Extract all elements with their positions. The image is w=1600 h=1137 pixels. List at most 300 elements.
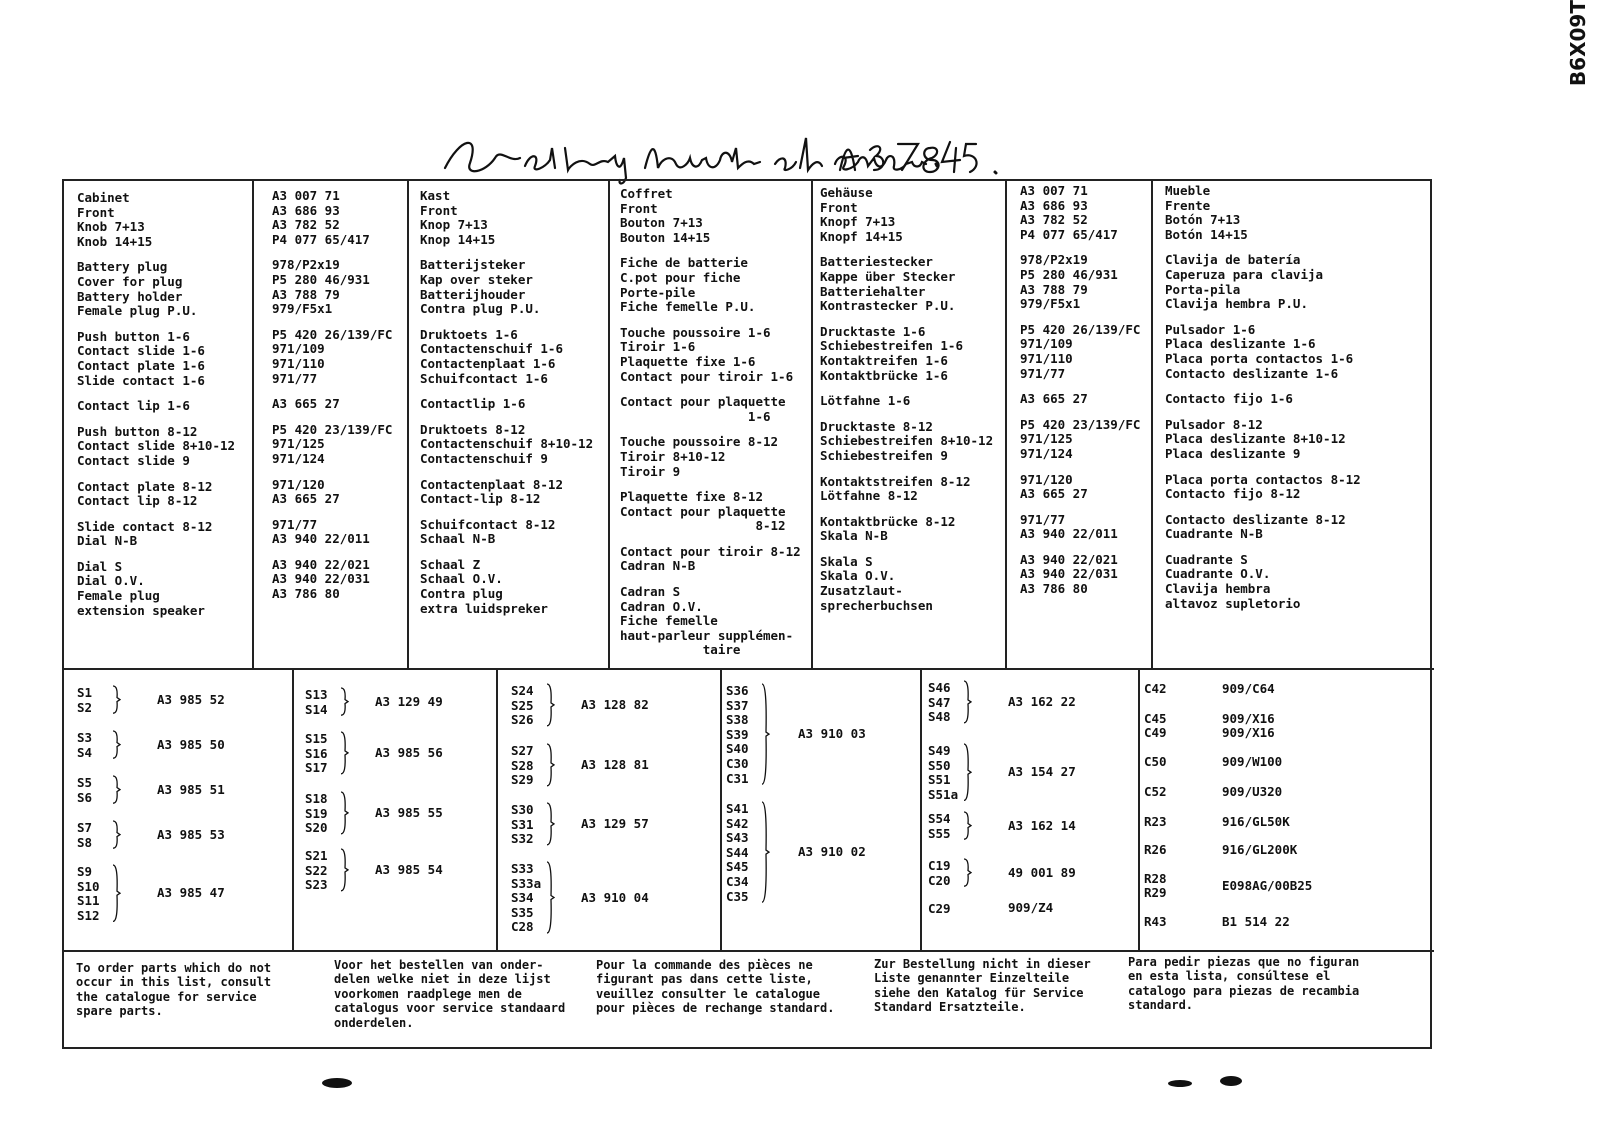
- part-name: Schaal N-B: [420, 531, 496, 547]
- parts-block: [620, 585, 801, 658]
- part-name: Cover for plug: [77, 273, 183, 289]
- group-brace: [111, 820, 121, 849]
- part-name: Kap over steker: [420, 271, 533, 287]
- switch-part-code: A3 985 52: [157, 691, 225, 707]
- part-name: Contact pour plaquette: [620, 394, 786, 410]
- parts-block: [820, 255, 993, 313]
- part-name: Clavija hembra P.U.: [1165, 296, 1308, 312]
- parts-block: [420, 518, 593, 547]
- component-code: E098AG/00B25: [1222, 878, 1313, 893]
- part-name: Female plug P.U.: [77, 303, 198, 319]
- part-name: Slide contact 1-6: [77, 372, 205, 388]
- part-name: Schiebestreifen 9: [820, 447, 948, 463]
- switch-part-code: A3 985 47: [157, 885, 225, 901]
- part-name: Knopf 7+13: [820, 214, 896, 230]
- switch-id: S29: [511, 772, 534, 788]
- parts-block: [820, 394, 993, 409]
- part-name: Placa porta contactos 8-12: [1165, 471, 1361, 487]
- part-code: P5 280 46/931: [272, 271, 370, 287]
- switch-id: S13: [305, 687, 328, 702]
- component-id: R43: [1144, 914, 1167, 929]
- parts-block: [272, 189, 392, 247]
- part-code: P4 077 65/417: [272, 231, 370, 247]
- part-name: Skala O.V.: [820, 568, 896, 584]
- part-name: C.pot pour fiche: [620, 269, 741, 285]
- group-brace: [339, 848, 349, 892]
- part-code: A3 940 22/011: [1020, 526, 1118, 542]
- switch-part-code: A3 985 51: [157, 781, 225, 797]
- group-brace: [111, 730, 121, 759]
- footnote-line: voorkomen raadplege men de: [334, 986, 522, 1001]
- part-name: Contactenschuif 1-6: [420, 341, 563, 357]
- group-brace: [545, 861, 555, 934]
- switch-id: S27: [511, 743, 534, 758]
- spanish-parts-column: [1165, 184, 1361, 622]
- english-parts-column: [77, 191, 235, 629]
- part-name: Contact pour tiroir 8-12: [620, 543, 801, 559]
- footnote-line: Pour la commande des pièces ne: [596, 958, 813, 972]
- footnote-french: [596, 958, 834, 1016]
- part-name: Porta-pila: [1165, 281, 1241, 297]
- part-name: Placa deslizante 8+10-12: [1165, 431, 1346, 447]
- group-brace: [339, 791, 349, 835]
- footnote-line: catalogo para piezas de recambia: [1128, 983, 1360, 998]
- part-name: Fiche de batterie: [620, 255, 748, 271]
- parts-block: [820, 186, 993, 244]
- part-name: Drucktaste 8-12: [820, 418, 933, 434]
- parts-block: [272, 258, 392, 316]
- switch-id: S42: [726, 815, 749, 831]
- part-code: 971/120: [272, 476, 325, 492]
- part-name: Schaal Z: [420, 556, 481, 572]
- part-name: Contact plate 8-12: [77, 478, 213, 494]
- part-name: Clavija hembra: [1165, 581, 1271, 597]
- part-code: 979/F5x1: [272, 301, 333, 317]
- parts-block: [1165, 184, 1361, 242]
- switch-id: S48: [928, 709, 951, 725]
- footnote-line: onderdelen.: [334, 1015, 414, 1030]
- switch-id: S22: [305, 862, 328, 878]
- part-name: Cadran O.V.: [620, 598, 703, 614]
- part-name: Schiebestreifen 1-6: [820, 338, 963, 354]
- part-code: A3 940 22/021: [1020, 551, 1118, 567]
- footnote-line: the catalogue for service: [76, 989, 257, 1004]
- footnote-line: pour pièces de rechange standard.: [596, 1001, 835, 1016]
- parts-block: [1165, 473, 1361, 502]
- part-name: Cabinet: [77, 190, 130, 205]
- part-name: Kontrastecker P.U.: [820, 298, 956, 314]
- part-name: Slide contact 8-12: [77, 518, 213, 534]
- parts-block: [820, 515, 993, 544]
- part-code: A3 786 80: [1020, 581, 1088, 597]
- group-brace: [339, 731, 349, 775]
- switch-id: S15: [305, 731, 328, 746]
- part-name: Schaal O.V.: [420, 571, 503, 587]
- parts-block: [620, 435, 801, 479]
- footnote-line: Para pedir piezas que no figuran: [1128, 955, 1360, 969]
- part-name: Skala N-B: [820, 528, 888, 544]
- part-name: Contra plug P.U.: [420, 301, 541, 317]
- part-name: Kontaktstreifen 8-12: [820, 473, 971, 489]
- switch-id: C30: [726, 755, 749, 771]
- footnote-line: Zur Bestellung nicht in dieser: [874, 957, 1091, 971]
- part-name: Contactenschuif 8+10-12: [420, 436, 594, 452]
- parts-block: [77, 520, 235, 549]
- component-row: [1144, 914, 1290, 930]
- part-name: Batteriestecker: [820, 254, 933, 270]
- part-code: P5 420 23/139/FC: [1020, 416, 1141, 432]
- parts-block: [420, 189, 593, 247]
- parts-block: [620, 395, 801, 424]
- ink-smudge: [1168, 1080, 1192, 1087]
- part-code: 971/124: [272, 450, 325, 466]
- part-code: 971/124: [1020, 445, 1073, 461]
- switch-id: S35: [511, 904, 534, 920]
- part-name: Bouton 14+15: [620, 229, 711, 245]
- part-name: Contacto deslizante 1-6: [1165, 365, 1339, 381]
- part-code: A3 786 80: [272, 586, 340, 602]
- part-code: 971/125: [1020, 431, 1073, 447]
- part-name: altavoz supletorio: [1165, 595, 1301, 611]
- group-brace: [111, 864, 121, 922]
- parts-block: [1165, 253, 1361, 311]
- part-name: Contact slide 9: [77, 452, 190, 468]
- part-name: haut-parleur supplémen-: [620, 627, 794, 643]
- component-code: 916/GL50K: [1222, 814, 1290, 829]
- switch-part-code: A3 129 49: [375, 693, 443, 709]
- part-code: P5 420 26/139/FC: [1020, 321, 1141, 337]
- group-brace: [962, 743, 972, 801]
- component-id: R23: [1144, 814, 1167, 829]
- component-id: R29: [1144, 885, 1167, 900]
- part-name: Gehäuse: [820, 185, 873, 200]
- parts-block: [420, 558, 593, 616]
- component-code: 909/W100: [1222, 754, 1283, 769]
- part-code: A3 686 93: [272, 202, 340, 218]
- component-code: 916/GL200K: [1222, 842, 1298, 857]
- part-code: A3 007 71: [1020, 183, 1088, 198]
- component-code: 909/X16: [1222, 725, 1275, 740]
- switch-part-code: A3 129 57: [581, 815, 649, 831]
- component-row: [1144, 681, 1275, 697]
- part-name: Pulsador 8-12: [1165, 416, 1263, 432]
- part-code: A3 665 27: [1020, 391, 1088, 407]
- part-name: Drucktaste 1-6: [820, 323, 926, 339]
- component-row: [1144, 842, 1298, 858]
- switch-id: S3: [77, 730, 93, 745]
- part-name: Cuadrante S: [1165, 551, 1248, 567]
- right-codes-column: [1020, 184, 1140, 608]
- part-code: P5 420 26/139/FC: [272, 326, 393, 342]
- part-name: Batterijsteker: [420, 257, 526, 273]
- parts-block: [77, 191, 235, 249]
- part-code: 971/120: [1020, 471, 1073, 487]
- group-brace: [760, 683, 770, 785]
- part-code: A3 007 71: [272, 188, 340, 203]
- ink-smudge: [322, 1078, 352, 1088]
- switch-id: S44: [726, 844, 749, 860]
- switch-id: S28: [511, 757, 534, 773]
- part-name: Porte-pile: [620, 284, 696, 300]
- part-code: P5 420 23/139/FC: [272, 421, 393, 437]
- parts-block: [620, 326, 801, 384]
- part-name: Front: [820, 199, 858, 215]
- parts-block: [272, 397, 392, 412]
- part-name: Contra plug: [420, 586, 503, 602]
- switch-id: S18: [305, 791, 328, 806]
- parts-block: [1165, 553, 1361, 611]
- switch-id: C20: [928, 872, 951, 888]
- footnote-line: spare parts.: [76, 1004, 163, 1019]
- part-name: Caperuza para clavija: [1165, 266, 1324, 282]
- parts-block: [820, 325, 993, 383]
- part-name: Tiroir 9: [620, 463, 681, 479]
- part-code: 971/110: [1020, 350, 1073, 366]
- switch-id: S47: [928, 694, 951, 710]
- document-code: B6X09T: [1566, 0, 1590, 87]
- switch-id: S40: [726, 741, 749, 757]
- part-name: Frente: [1165, 197, 1211, 213]
- part-code: A3 782 52: [1020, 212, 1088, 228]
- parts-block: [420, 397, 593, 412]
- group-brace: [545, 743, 555, 787]
- switch-id: C28: [511, 919, 534, 935]
- part-name: Cuadrante N-B: [1165, 526, 1263, 542]
- part-name: Cadran S: [620, 584, 681, 600]
- switch-id: S26: [511, 712, 534, 728]
- part-name: Kontaktbrücke 8-12: [820, 513, 956, 529]
- switch-id: S31: [511, 816, 534, 832]
- component-id: R26: [1144, 842, 1167, 857]
- parts-block: [1020, 418, 1140, 462]
- footnote-line: Liste genannter Einzelteile: [874, 971, 1070, 986]
- parts-block: [272, 423, 392, 467]
- switch-id: S24: [511, 683, 534, 698]
- french-parts-column: [620, 187, 801, 669]
- part-name: Dial S: [77, 558, 123, 574]
- part-name: Push button 1-6: [77, 328, 190, 344]
- part-name: Coffret: [620, 186, 673, 201]
- switch-id: S14: [305, 701, 328, 717]
- part-name: Plaquette fixe 1-6: [620, 353, 756, 369]
- part-name: Bouton 7+13: [620, 215, 703, 231]
- part-name: Push button 8-12: [77, 423, 198, 439]
- part-code: 971/77: [272, 370, 318, 386]
- part-name: Batterijhouder: [420, 286, 526, 302]
- part-code: A3 665 27: [272, 396, 340, 412]
- group-brace: [545, 683, 555, 727]
- switch-id: S46: [928, 680, 951, 695]
- part-name: Contactenplaat 1-6: [420, 355, 556, 371]
- switch-id: C31: [726, 770, 749, 786]
- part-name: Zusatzlaut-: [820, 583, 903, 599]
- part-name: taire: [620, 642, 741, 658]
- ink-smudge: [1220, 1076, 1242, 1086]
- part-name: Lötfahne 8-12: [820, 488, 918, 504]
- part-code: A3 665 27: [272, 491, 340, 507]
- switch-id: S25: [511, 697, 534, 713]
- part-name: Knopf 14+15: [820, 228, 903, 244]
- switch-id: S51a: [928, 786, 959, 802]
- part-code: A3 665 27: [1020, 486, 1088, 502]
- part-code: A3 788 79: [272, 286, 340, 302]
- switch-part-code: 909/Z4: [1008, 900, 1054, 916]
- part-name: Batteriehalter: [820, 283, 926, 299]
- part-name: Battery holder: [77, 288, 183, 304]
- parts-block: [272, 558, 392, 602]
- footnote-line: Voor het bestellen van onder-: [334, 958, 544, 972]
- switch-id: S11: [77, 893, 100, 909]
- part-name: Kast: [420, 188, 451, 203]
- switch-id: S17: [305, 760, 328, 776]
- switch-id: S45: [726, 859, 749, 875]
- group-brace: [545, 802, 555, 846]
- switch-id: S8: [77, 834, 93, 850]
- switch-id: C19: [928, 858, 951, 873]
- component-id: C49: [1144, 725, 1167, 740]
- german-parts-column: [820, 186, 993, 624]
- part-name: Placa porta contactos 1-6: [1165, 350, 1354, 366]
- parts-block: [77, 425, 235, 469]
- parts-block: [620, 490, 801, 534]
- group-brace: [962, 811, 972, 840]
- component-id: R28: [1144, 871, 1167, 886]
- component-row: [1144, 784, 1283, 800]
- component-code: 909/C64: [1222, 681, 1275, 696]
- part-name: Battery plug: [77, 259, 168, 275]
- part-code: A3 940 22/031: [1020, 566, 1118, 582]
- part-name: Kappe über Stecker: [820, 268, 956, 284]
- switch-id: S51: [928, 772, 951, 788]
- switch-id: S33a: [511, 875, 542, 891]
- footnote-line: en esta lista, consúltese el: [1128, 969, 1331, 984]
- component-row: [1144, 754, 1283, 770]
- switch-part-code: A3 154 27: [1008, 764, 1076, 780]
- switch-id: S21: [305, 848, 328, 863]
- part-name: Contacto deslizante 8-12: [1165, 511, 1346, 527]
- switch-id: S36: [726, 683, 749, 698]
- part-name: Contact lip 8-12: [77, 493, 198, 509]
- switch-id: S12: [77, 907, 100, 923]
- part-name: Contact lip 1-6: [77, 398, 190, 414]
- switch-id: S16: [305, 745, 328, 761]
- switch-id: S5: [77, 775, 93, 790]
- switch-id: S50: [928, 757, 951, 773]
- part-name: Placa deslizante 9: [1165, 445, 1301, 461]
- part-name: extension speaker: [77, 602, 205, 618]
- part-code: 971/109: [1020, 336, 1073, 352]
- footnote-line: siehe den Katalog für Service: [874, 985, 1084, 1000]
- part-name: Botón 7+13: [1165, 212, 1241, 228]
- part-name: Contact slide 8+10-12: [77, 438, 236, 454]
- parts-block: [272, 518, 392, 547]
- part-name: Plaquette fixe 8-12: [620, 489, 763, 505]
- part-name: Contactenschuif 9: [420, 450, 548, 466]
- switch-id: S19: [305, 805, 328, 821]
- parts-block: [77, 399, 235, 414]
- group-brace: [111, 685, 121, 714]
- part-name: Front: [77, 204, 115, 220]
- parts-block: [1020, 323, 1140, 381]
- component-id: C45: [1144, 711, 1167, 726]
- switch-id: S7: [77, 820, 93, 835]
- parts-block: [820, 555, 993, 613]
- component-id: C50: [1144, 754, 1167, 769]
- switch-id: S23: [305, 877, 328, 893]
- parts-block: [820, 475, 993, 504]
- part-name: Female plug: [77, 588, 160, 604]
- switch-part-code: A3 985 50: [157, 736, 225, 752]
- parts-block: [420, 258, 593, 316]
- part-code: A3 782 52: [272, 217, 340, 233]
- component-code: B1 514 22: [1222, 914, 1290, 929]
- part-name: Contact slide 1-6: [77, 343, 205, 359]
- footnote-line: catalogus voor service standaard: [334, 1001, 566, 1016]
- component-id: C52: [1144, 784, 1167, 799]
- switch-id: S37: [726, 697, 749, 713]
- part-code: 978/P2x19: [1020, 252, 1088, 268]
- parts-block: [620, 187, 801, 245]
- part-name: Contactlip 1-6: [420, 396, 526, 412]
- parts-block: [1165, 513, 1361, 542]
- parts-block: [77, 330, 235, 388]
- part-name: Front: [420, 202, 458, 218]
- part-code: A3 940 22/021: [272, 556, 370, 572]
- part-code: A3 940 22/011: [272, 531, 370, 547]
- switch-id: S9: [77, 864, 93, 879]
- parts-block: [420, 478, 593, 507]
- parts-block: [820, 420, 993, 464]
- parts-block: [420, 423, 593, 467]
- part-code: A3 940 22/031: [272, 571, 370, 587]
- component-row: [1144, 725, 1275, 741]
- switch-id: S1: [77, 685, 93, 700]
- switch-id: S20: [305, 820, 328, 836]
- dutch-parts-column: [420, 189, 593, 627]
- part-name: Kontaktreifen 1-6: [820, 352, 948, 368]
- part-code: 978/P2x19: [272, 257, 340, 273]
- switch-id: S6: [77, 789, 93, 805]
- switch-part-code: A3 128 82: [581, 696, 649, 712]
- part-name: Knob 7+13: [77, 219, 145, 235]
- part-name: Pulsador 1-6: [1165, 321, 1256, 337]
- part-name: Placa deslizante 1-6: [1165, 336, 1316, 352]
- part-name: Kontaktbrücke 1-6: [820, 367, 948, 383]
- group-brace: [962, 680, 972, 724]
- parts-block: [1020, 184, 1140, 242]
- switch-id: C29: [928, 901, 951, 916]
- footnote-spanish: [1128, 955, 1359, 1013]
- switch-part-code: A3 162 14: [1008, 817, 1076, 833]
- part-name: Druktoets 1-6: [420, 326, 518, 342]
- part-name: Contact plate 1-6: [77, 357, 205, 373]
- footnote-line: veuillez consulter le catalogue: [596, 986, 820, 1001]
- component-row: [1144, 814, 1290, 830]
- group-brace: [339, 687, 349, 716]
- part-name: Touche poussoire 1-6: [620, 324, 771, 340]
- part-code: 971/109: [272, 341, 325, 357]
- group-brace: [962, 858, 972, 887]
- part-name: Dial O.V.: [77, 573, 145, 589]
- switch-part-code: A3 910 02: [798, 844, 866, 860]
- part-name: Clavija de batería: [1165, 252, 1301, 268]
- parts-block: [620, 545, 801, 574]
- part-code: P5 280 46/931: [1020, 266, 1118, 282]
- part-name: Druktoets 8-12: [420, 421, 526, 437]
- switch-part-code: A3 985 54: [375, 861, 443, 877]
- switch-id: S39: [726, 726, 749, 742]
- switch-id: S55: [928, 825, 951, 841]
